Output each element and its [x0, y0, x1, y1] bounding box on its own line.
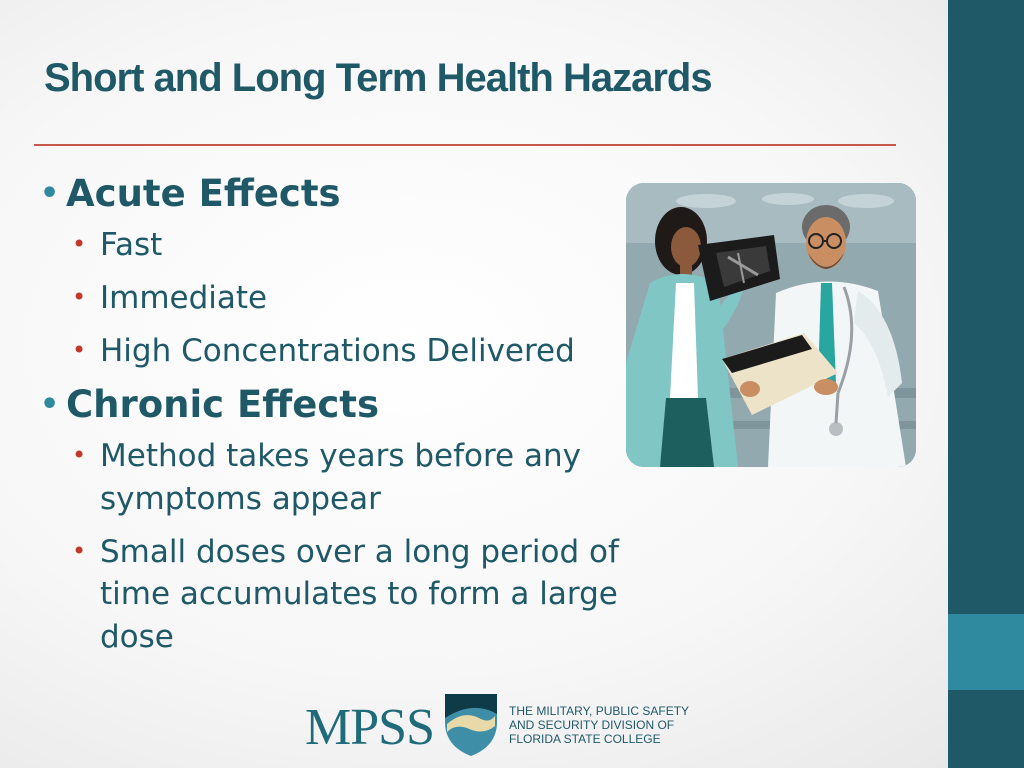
- title-divider: [34, 144, 896, 146]
- logo-text: [509, 704, 689, 746]
- list-item: [72, 277, 650, 320]
- list-item: [72, 435, 650, 521]
- list-item: [72, 531, 650, 659]
- slide-title: Short and Long Term Health Hazards: [44, 56, 712, 100]
- list-item-text: High Concentrations Delivered: [100, 332, 575, 369]
- section-heading-text: Chronic Effects: [66, 382, 379, 426]
- logo-mark: MPSS: [305, 699, 434, 756]
- list-item: [72, 224, 650, 267]
- wave-shield-icon: [443, 692, 499, 758]
- section-heading-acute: [40, 172, 650, 216]
- list-item-text: Fast: [100, 227, 163, 264]
- logo-text-line: THE MILITARY, PUBLIC SAFETY: [509, 704, 690, 718]
- bullet-dot: •: [72, 536, 87, 565]
- bullet-dot: •: [72, 335, 87, 364]
- doctors-illustration: [626, 183, 916, 467]
- section-heading-chronic: [40, 383, 650, 427]
- list-item-text: Immediate: [100, 280, 268, 317]
- mpss-logo: [305, 690, 690, 760]
- section-heading-text: Acute Effects: [66, 172, 341, 215]
- logo-text-line: AND SECURITY DIVISION OF: [509, 718, 675, 732]
- bullet-dot: •: [72, 441, 87, 470]
- bullet-dot: •: [40, 176, 60, 211]
- list-item-text: Small doses over a long period of time accumulates to form a large dose: [100, 533, 619, 656]
- bullet-list: [40, 172, 650, 669]
- doctors-reviewing-xray-icon: [626, 183, 916, 467]
- logo-text-line: FLORIDA STATE COLLEGE: [509, 732, 661, 746]
- bullet-dot: •: [72, 283, 87, 312]
- side-bar-accent: [948, 614, 1024, 690]
- list-item: [72, 330, 650, 373]
- list-item-text: Method takes years before any symptoms appear: [100, 438, 581, 517]
- bullet-dot: •: [72, 230, 87, 259]
- bullet-dot: •: [40, 386, 60, 422]
